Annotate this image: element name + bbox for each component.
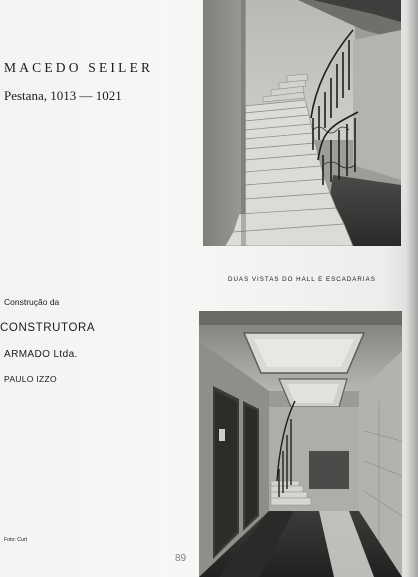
engineer-name: PAULO IZZO (4, 374, 57, 384)
company-name-line2: ARMADO Ltda. (4, 349, 78, 360)
construction-label: Construção da (4, 297, 60, 307)
architect-name: MACEDO SEILER (4, 60, 154, 75)
photo-caption: DUAS VISTAS DO HALL E ESCADARIAS (228, 276, 376, 283)
page-number: 89 (175, 553, 187, 564)
photo-credit: Foto: Curt (4, 537, 28, 543)
page-edge-shadow (406, 0, 418, 577)
hall-photo (199, 311, 402, 577)
company-name-line1: CONSTRUTORA (0, 322, 96, 334)
building-address: Pestana, 1013 — 1021 (4, 88, 122, 103)
staircase-photo (203, 0, 401, 246)
